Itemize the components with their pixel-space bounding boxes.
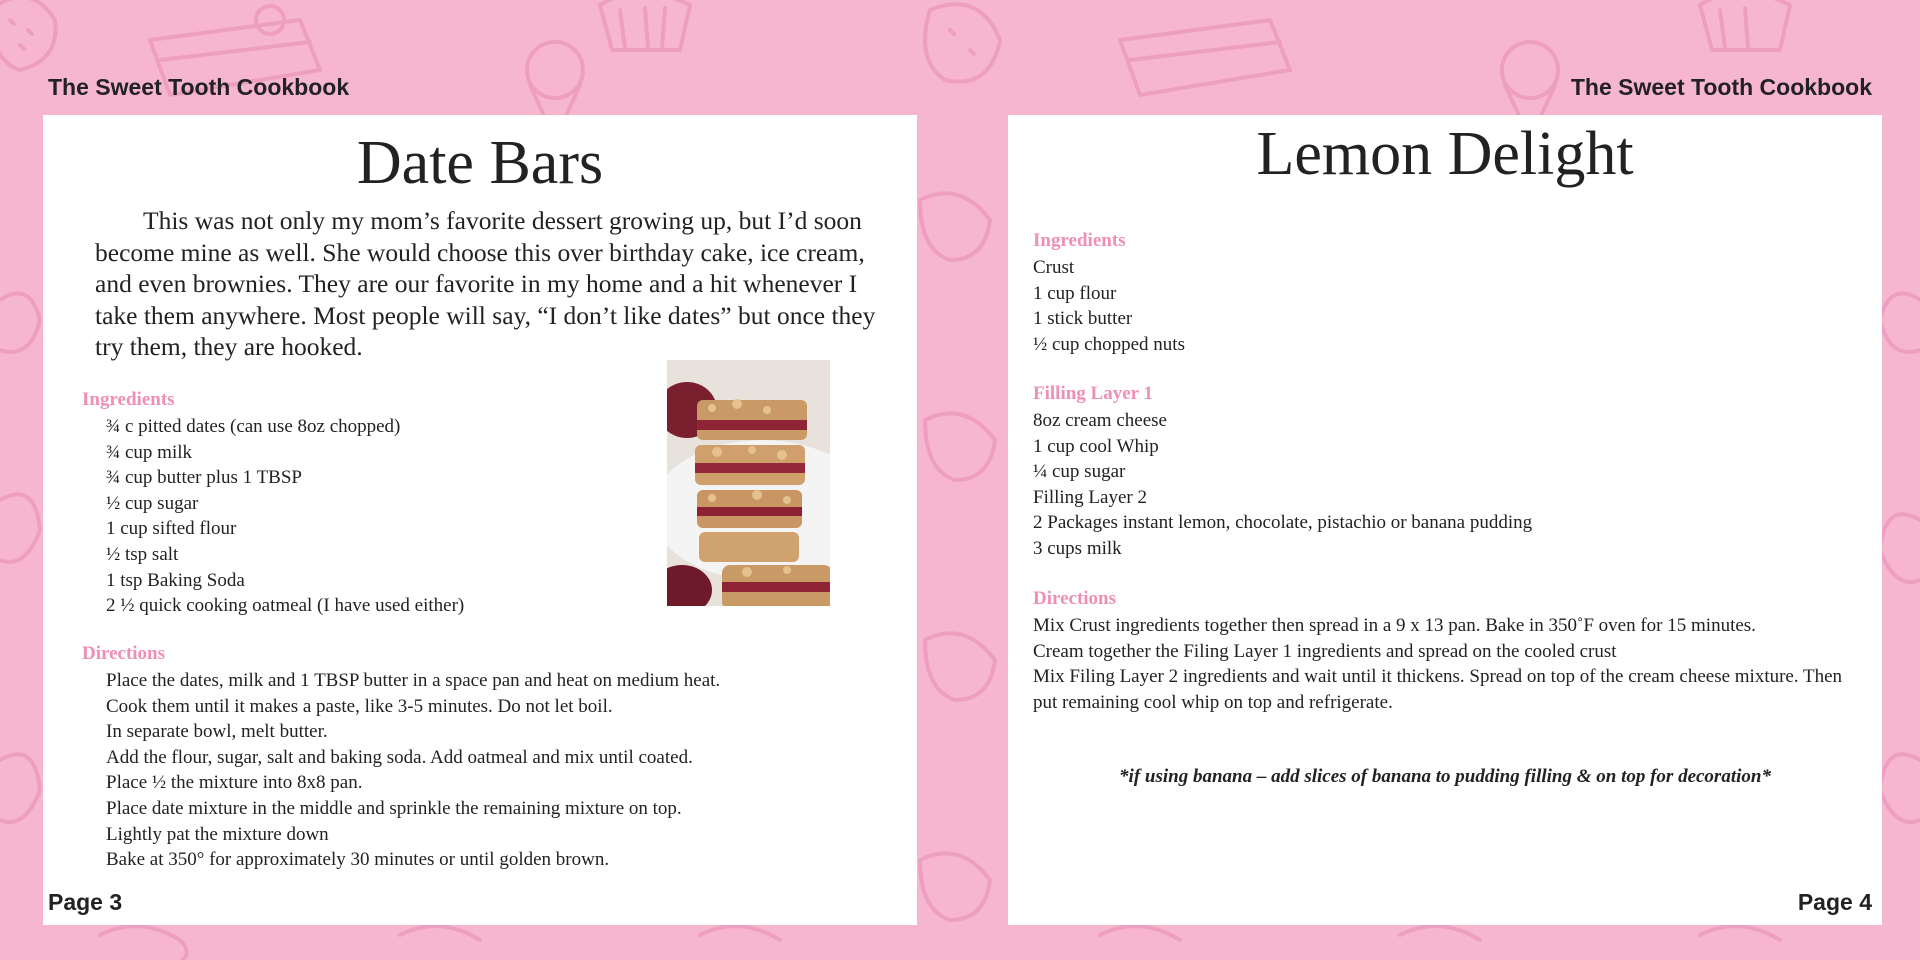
crust-ingredients-list	[1033, 255, 1185, 357]
direction-step: Add the flour, sugar, salt and baking soda. Add oatmeal and mix until coated.	[106, 746, 693, 768]
direction-step: Place the dates, milk and 1 TBSP butter in a space pan and heat on medium heat.	[106, 670, 721, 691]
ingredient-item: ½ tsp salt	[106, 543, 179, 565]
direction-step: Cream together the Filing Layer 1 ingredients and spread on the cooled crust	[1033, 640, 1617, 662]
banana-note: *if using banana – add slices of banana to pudding filling & on top for decoration*	[1119, 766, 1771, 787]
ingredient-item: 1 cup sifted flour	[106, 518, 237, 540]
ingredient-item: 1 stick butter	[1033, 308, 1133, 330]
ingredient-item: ¾ c pitted dates (can use 8oz chopped)	[106, 416, 401, 437]
filling-ingredients-list	[1033, 408, 1532, 562]
ingredient-item: 1 cup cool Whip	[1033, 435, 1159, 457]
ingredients-heading-right: Ingredients	[1033, 230, 1126, 251]
filling-layer-heading: Filling Layer 1	[1033, 383, 1153, 404]
ingredient-item: ½ cup chopped nuts	[1033, 333, 1185, 355]
date-bars-photo	[667, 360, 830, 606]
ingredient-item: Filling Layer 2	[1033, 486, 1147, 508]
directions-heading-right: Directions	[1033, 588, 1117, 609]
direction-step: Cook them until it makes a paste, like 3-5 minutes. Do not let boil.	[106, 695, 613, 717]
direction-step: Lightly pat the mixture down	[106, 823, 329, 845]
book-title-left: The Sweet Tooth Cookbook	[48, 74, 350, 100]
ingredient-item: 2 ½ quick cooking oatmeal (I have used either)	[106, 595, 465, 617]
page-number-left: Page 3	[48, 889, 123, 915]
ingredients-heading-left: Ingredients	[82, 389, 175, 410]
direction-step: In separate bowl, melt butter.	[106, 721, 328, 743]
ingredient-item: ¾ cup butter plus 1 TBSP	[106, 467, 302, 489]
direction-step: Place ½ the mixture into 8x8 pan.	[106, 772, 363, 794]
direction-step: Mix Crust ingredients together then spread in a 9 x 13 pan. Bake in 350˚F oven for 15 minutes.	[1033, 615, 1756, 636]
book-title-right: The Sweet Tooth Cookbook	[1570, 74, 1872, 100]
right-recipe-page	[1008, 115, 1882, 925]
directions-list-right	[1033, 613, 1843, 715]
ingredient-item: ¼ cup sugar	[1033, 461, 1126, 483]
ingredient-item: 3 cups milk	[1033, 537, 1122, 559]
recipe-title-lemon-delight: Lemon Delight	[1256, 120, 1634, 188]
ingredient-item: 1 cup flour	[1033, 282, 1117, 304]
page-number-right: Page 4	[1797, 889, 1872, 915]
recipe-intro: This was not only my mom’s favorite dessert growing up, but I’d soon become mine as well. She would choose this over birthday cake, ice cream, and even brownies. They are our favorite in my home and a hit whenever I take them anywhere. Most people will say, “I don’t like dates” but once they try them, they are hooked.	[95, 206, 876, 362]
ingredients-list-left	[106, 414, 464, 619]
ingredient-item: Crust	[1033, 257, 1075, 278]
ingredient-item: 8oz cream cheese	[1033, 410, 1167, 431]
recipe-title-date-bars: Date Bars	[356, 129, 604, 197]
ingredient-item: ¾ cup milk	[106, 441, 193, 463]
ingredient-item: 1 tsp Baking Soda	[106, 569, 245, 591]
direction-step: Place date mixture in the middle and sprinkle the remaining mixture on top.	[106, 797, 682, 819]
directions-heading-left: Directions	[82, 643, 166, 664]
ingredient-item: 2 Packages instant lemon, chocolate, pistachio or banana pudding	[1033, 512, 1533, 534]
left-recipe-page	[43, 115, 917, 925]
right-page-spread	[960, 0, 1920, 960]
ingredient-item: ½ cup sugar	[106, 492, 199, 514]
direction-step: Bake at 350° for approximately 30 minutes or until golden brown.	[106, 849, 610, 871]
direction-step: Mix Filing Layer 2 ingredients and wait until it thickens. Spread on top of the cream cheese mixture. Then put remaining cool whip on top and refrigerate.	[1033, 666, 1843, 713]
directions-list-left	[106, 668, 720, 873]
